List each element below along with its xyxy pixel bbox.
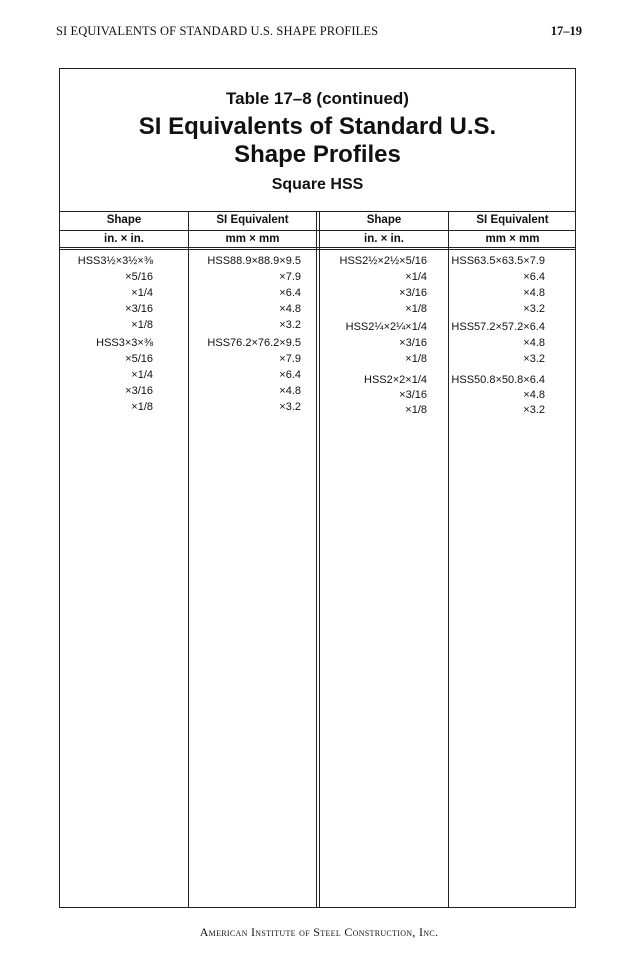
header-si-left: SI Equivalent xyxy=(216,214,289,226)
header-shape-left: Shape xyxy=(106,214,142,226)
table-cell-shape: ×5/16 xyxy=(125,353,153,365)
table-cell-si: ×3.2 xyxy=(523,303,545,315)
table-subtitle: Square HSS xyxy=(271,176,364,193)
table-cell-si: HSS76.2×76.2×9.5 xyxy=(207,337,301,349)
table-cell-shape: ×5/16 xyxy=(125,271,153,283)
table-cell-si: ×6.4 xyxy=(523,271,545,283)
table-cell-si: ×7.9 xyxy=(279,271,301,283)
units-si-left: mm × mm xyxy=(225,233,280,245)
table-cell-si: HSS57.2×57.2×6.4 xyxy=(451,321,545,333)
column-divider-3 xyxy=(448,211,449,907)
table-cell-si: ×4.8 xyxy=(523,287,545,299)
table-cell-shape: ×1/4 xyxy=(131,369,153,381)
units-si-right: mm × mm xyxy=(485,233,540,245)
table-cell-si: ×4.8 xyxy=(523,337,545,349)
column-divider-center xyxy=(316,211,320,907)
header-shape-right: Shape xyxy=(366,214,402,226)
units-shape-right: in. × in. xyxy=(364,233,404,245)
table-cell-si: ×3.2 xyxy=(279,401,301,413)
table-cell-shape: ×3/16 xyxy=(399,287,427,299)
table-cell-shape: ×1/8 xyxy=(405,404,427,416)
table-titles xyxy=(60,89,575,195)
header-si-right: SI Equivalent xyxy=(476,214,549,226)
table-cell-shape: HSS2¼×2¼×1/4 xyxy=(345,321,427,333)
footer-publisher: American Institute of Steel Construction, Inc. xyxy=(199,925,439,939)
page-number: 17–19 xyxy=(550,24,582,38)
units-shape-left: in. × in. xyxy=(104,233,144,245)
table-frame xyxy=(59,68,576,908)
table-cell-shape: ×1/8 xyxy=(405,353,427,365)
table-number: Table 17–8 (continued) xyxy=(226,89,409,108)
table-cell-si: ×4.8 xyxy=(523,389,545,401)
table-cell-shape: HSS3½×3½×⅜ xyxy=(77,255,153,267)
table-cell-si: ×7.9 xyxy=(279,353,301,365)
table-cell-shape: HSS3×3×⅜ xyxy=(96,337,153,349)
table-title-line1: SI Equivalents of Standard U.S. xyxy=(138,113,497,140)
table-cell-si: HSS88.9×88.9×9.5 xyxy=(207,255,301,267)
table-cell-si: ×3.2 xyxy=(523,404,545,416)
table-cell-si: ×4.8 xyxy=(279,385,301,397)
table-cell-shape: ×1/8 xyxy=(131,319,153,331)
table-cell-shape: ×3/16 xyxy=(125,385,153,397)
table-cell-si: ×6.4 xyxy=(279,287,301,299)
table-cell-shape: HSS2½×2½×5/16 xyxy=(339,255,427,267)
table-cell-si: ×3.2 xyxy=(523,353,545,365)
table-cell-shape: ×1/4 xyxy=(131,287,153,299)
table-cell-shape: ×1/8 xyxy=(405,303,427,315)
table-cell-si: ×6.4 xyxy=(279,369,301,381)
table-cell-si: HSS63.5×63.5×7.9 xyxy=(451,255,545,267)
running-head-title: SI EQUIVALENTS OF STANDARD U.S. SHAPE PROFILES xyxy=(56,24,379,38)
table-title-line2: Shape Profiles xyxy=(234,141,401,168)
table-cell-shape: ×1/8 xyxy=(131,401,153,413)
table-cell-si: ×4.8 xyxy=(279,303,301,315)
running-head xyxy=(56,24,582,40)
page-footer xyxy=(0,925,638,940)
column-divider-1 xyxy=(188,211,189,907)
table-cell-shape: ×3/16 xyxy=(125,303,153,315)
table-cell-shape: ×3/16 xyxy=(399,389,427,401)
table-cell-shape: ×1/4 xyxy=(405,271,427,283)
table-cell-si: ×3.2 xyxy=(279,319,301,331)
table-cell-shape: HSS2×2×1/4 xyxy=(364,374,427,386)
table-cell-si: HSS50.8×50.8×6.4 xyxy=(451,374,545,386)
table-cell-shape: ×3/16 xyxy=(399,337,427,349)
